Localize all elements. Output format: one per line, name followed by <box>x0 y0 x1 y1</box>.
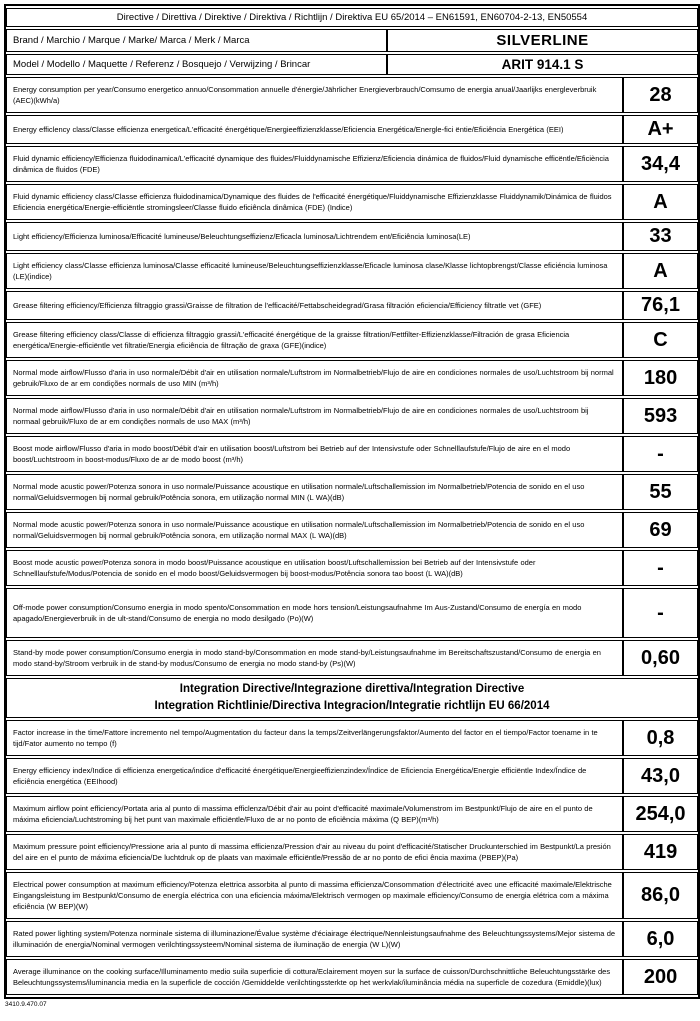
row-description: Factor increase in the time/Fattore incremento nel tempo/Augmentation du facteur dans la temps/Zeitverlängerungsfaktor/Aumento del factor en el tiempo/Factor toename in te tijd/Fator aumento no tempo (f) <box>6 720 623 756</box>
row-description: Boost mode acustic power/Potenza sonora in modo boost/Puissance acoustique en utilisation boost/Luftschallemission bei Betrieb auf der Intensivstufe oder Schnelllaufstufe/Modus/Potencia de sonido en el modo boost/Geluidsvermogen bij boost-modus/Potência sonora tao boost (L WA)(dB) <box>6 550 623 586</box>
row-description: Normal mode acustic power/Potenza sonora in uso normale/Puissance acoustique en utilisation normale/Luftschallemission im Normalbetrieb/Potencia de sonido en el uso normal/Geluidsvermogen bij normal gebruik/Potência sonora, em utilização normal MAX (L WA)(dB) <box>6 512 623 548</box>
row-value: 55 <box>623 474 698 510</box>
row-description: Normal mode acustic power/Potenza sonora in uso normale/Puissance acoustique en utilisation normale/Luftschallemission im Normalbetrieb/Potencia de sonido en el uso normal/Geluidsvermogen bij normal gebruik/Potência sonora, em utilização normal MIN (L WA)(dB) <box>6 474 623 510</box>
row-value: 86,0 <box>623 872 698 919</box>
spec-row <box>6 921 698 957</box>
spec-row <box>6 758 698 794</box>
document-code: 3410.9.470.07 <box>5 1001 47 1008</box>
row-description: Stand-by mode power consumption/Consumo energia in modo stand-by/Consommation en mode stand-by/Leistungsaufnahme im Bereitschaftszustand/Consumo de energia en modo stand-by/Stroom verbruik in de stand-by modus/Consumo de energia no modo stand-by (Ps)(W) <box>6 640 623 676</box>
spec-row <box>6 550 698 586</box>
row-value: 6,0 <box>623 921 698 957</box>
row-value: - <box>623 436 698 472</box>
row-value: 254,0 <box>623 796 698 832</box>
spec-row <box>6 115 698 144</box>
spec-row <box>6 398 698 434</box>
row-value: A <box>623 184 698 220</box>
row-value: - <box>623 550 698 586</box>
row-value: 0,8 <box>623 720 698 756</box>
row-description: Grease filtering efficiency/Efficienza filtraggio grassi/Graisse de filtration de l'efficacité/Fettabscheidegrad/Grasa filtración eficiencia/Efficiency filtratle vet (GFE) <box>6 291 623 320</box>
row-value: - <box>623 588 698 638</box>
model-value: ARIT 914.1 S <box>387 54 698 75</box>
row-value: 34,4 <box>623 146 698 182</box>
row-value: 33 <box>623 222 698 251</box>
row-description: Off-mode power consumption/Consumo energia in modo spento/Consommation en mode hors tension/Leistungsaufnahme Im Aus-Zustand/Consumo de energía en modo apagado/Energieverbruik in de ult-stand/Consumo de energia no modo desilgado (Po)(W) <box>6 588 623 638</box>
spec-row <box>6 222 698 251</box>
spec-row <box>6 872 698 919</box>
row-value: 76,1 <box>623 291 698 320</box>
spec-row <box>6 436 698 472</box>
row-description: Maximum airflow point efficiency/Portata aria al punto di massima efficlenza/Débit d'air au point d'efficacité maximale/Volumenstrom im Bestpunkt/Flujo de aire en el punto de máxima eficiencia/Luchtstroming bij het punt van maximale efficiëntle/Fluxo de ar no ponto de eficiência máxima (Q BEP)(m³/h) <box>6 796 623 832</box>
row-description: Normal mode airflow/Flusso d'aria in uso normale/Débit d'air en utilisation normale/Luftstrom im Normalbetrieb/Flujo de aire en condiciones normales de uso/Luchtstroom bij normaal gebruik/Fluxo de ar em condições normals de uso MAX (m³/h) <box>6 398 623 434</box>
spec-row <box>6 360 698 396</box>
spec-row <box>6 720 698 756</box>
row-description: Light efficiency class/Classe efficienza luminosa/Classe efficacité lumineuse/Beleuchtungseffizienzklasse/Eficacle luminosa clase/Klasse lichtopbrengst/Classe eficiéncia luminosa (LE)(indice) <box>6 253 623 289</box>
row-description: Normal mode airflow/Flusso d'aria in uso normale/Débit d'air en utilisation normale/Luftstrom im Normalbetrieb/Flujo de aire en condiciones normales de uso/Luchtstroom bij normal gebruik/Fluxo de ar em condições normals de uso MIN (m³/h) <box>6 360 623 396</box>
spec-row <box>6 322 698 358</box>
row-value: 43,0 <box>623 758 698 794</box>
spec-row <box>6 640 698 676</box>
row-value: 200 <box>623 959 698 995</box>
directive-header-row <box>6 8 698 27</box>
spec-row <box>6 184 698 220</box>
integration-header-line2: Integration Richtlinie/Directiva Integracion/Integratie richtlijn EU 66/2014 <box>154 700 550 712</box>
row-value: C <box>623 322 698 358</box>
row-value: 593 <box>623 398 698 434</box>
row-value: A+ <box>623 115 698 144</box>
row-description: Grease filtering efficiency class/Classe di efficienza filtraggio grassi/L'efficacité énergétique de la graisse filtration/Fettfilter-Effizienzklasse/Filtración de grasa Eficiencia energética/Energie-efficiëntle vet filtratie/Energia eficiência de filtração de graxa (GFE)(indice) <box>6 322 623 358</box>
spec-row <box>6 834 698 870</box>
row-value: A <box>623 253 698 289</box>
row-description: Energy efficlency class/Classe efficienza energetica/L'efficacité énergétique/Energieeffizienzklasse/Eficiencia Energética/Energle-fici ëntie/Eficiência Energética (EEI) <box>6 115 623 144</box>
row-value: 0,60 <box>623 640 698 676</box>
integration-header-line1: Integration Directive/Integrazione direttiva/Integration Directive <box>179 683 525 695</box>
row-description: Boost mode airflow/Flusso d'aria in modo boost/Débit d'air en utilisation boost/Luftstrom bei Betrieb auf der Intensivstufe oder Schnelllaufstufe/Flujo de aire en el modo boost/Luchtstroom in boost-modus/Fluxo de ar de modo boost (m³/h) <box>6 436 623 472</box>
spec-row <box>6 796 698 832</box>
row-description: Light efficiency/Efficienza luminosa/Efficacité lumineuse/Beleuchtungseffizienz/Eficacla luminosa/Lichtrendem ent/Eficiência luminosa(LE) <box>6 222 623 251</box>
model-row <box>6 54 698 75</box>
row-description: Fluid dynamic efficiency class/Classe efficienza fluidodinamica/Dynamique des fluides de l'efficacité énergétique/Fluiddynamische Effizienzklasse Fluiddynamik/Dinámica de fluidos Eficiencia energética/Energie-efficiëntle stromingsleer/Classe fluido eficiêncla dinâmica (FDE) (Indice) <box>6 184 623 220</box>
spec-row <box>6 253 698 289</box>
spec-row <box>6 291 698 320</box>
row-description: Fluid dynamic efficiency/Efficienza fluidodinamica/L'efficacité dynamique des fluides/Fluiddynamische Effizienz/Eficiencia dinámica de fluidos/Fluid dynamische efficëntle/Eficiència dinâmica de fluidos (FDE) <box>6 146 623 182</box>
brand-value: SILVERLINE <box>387 29 698 52</box>
energy-fiche-table <box>4 4 700 999</box>
integration-directive-header <box>6 678 698 718</box>
integration-directive-header-row <box>6 678 698 718</box>
model-label: Model / Modello / Maquette / Referenz / Bosquejo / Verwijzing / Brincar <box>6 54 387 75</box>
brand-label: Brand / Marchio / Marque / Marke/ Marca / Merk / Marca <box>6 29 387 52</box>
spec-row <box>6 959 698 995</box>
row-value: 69 <box>623 512 698 548</box>
directive-header: Directive / Direttiva / Direktive / Direktiva / Richtlijn / Direktiva EU 65/2014 – EN61591, EN60704-2-13, EN50554 <box>6 8 698 27</box>
row-description: Rated power lighting system/Potenza norminale sistema di illuminazione/Évalue système d'éciairage électrique/Nennleistungsaufnahme des Beleuchtungssystems/Mejor sistema de illuminación de energia/Nominal vermogen verilchtingssysteem/Nominal sistema de iluminação de energia (W L)(W) <box>6 921 623 957</box>
spec-row <box>6 474 698 510</box>
row-value: 180 <box>623 360 698 396</box>
spec-row <box>6 588 698 638</box>
spec-row <box>6 512 698 548</box>
brand-row <box>6 29 698 52</box>
row-description: Electrical power consumption at maximum efficiency/Potenza elettrica assorbita al punto di massima efficienza/Consommation d'électricité avec une efficacité maximale/Elektrische Eingangsleistung im Bestpunkt/Consumo de energía eléctrica con una eficiencia máxima/Elektrisch vermogen op maximale efficiency/Consumo de energia elétrica com a máxima eficiência (W BEP)(W) <box>6 872 623 919</box>
row-description: Average illuminance on the cooking surface/Illuminamento medio suila superficie di cottura/Eclairement moyen sur la surface de cuisson/Durchschnittliche Beleuchtungsstärke des Beleuchtungssystems/iluminancia media en la superficle de cocción /Gemiddelde verilchtingssterkte op het werkvlak/iluminância média na superficle de cozedura (Emiddle)(lux) <box>6 959 623 995</box>
row-description: Maximum pressure point efficiency/Pressione aria al punto di massima efficienza/Pression d'air au niveau du point d'efficacité/Statischer Druckunterschied im Bestpunkt/La presión del aire en el punto de máxima eficiencia/De luchtdruk op de plaats van maximale efficiëntle/Pressão de ar no ponto de efici ência maxima (PBEP)(Pa) <box>6 834 623 870</box>
spec-row <box>6 146 698 182</box>
row-description: Energy efficiency index/Indice di efficienza energetica/indice d'efficacité énergétique/Energieeffizienzindex/Índice de Eficiencia Energética/Energie efficiëntle Index/Índice de eficiência energética (EEIhood) <box>6 758 623 794</box>
row-value: 28 <box>623 77 698 113</box>
spec-row <box>6 77 698 113</box>
row-description: Energy consumption per year/Consumo energetico annuo/Consommation annuelle d'énergie/Jährlicher Energieverbrauch/Comsumo de energia anual/Jaarlijks energleverbruik (AEC)(kWh/a) <box>6 77 623 113</box>
row-value: 419 <box>623 834 698 870</box>
